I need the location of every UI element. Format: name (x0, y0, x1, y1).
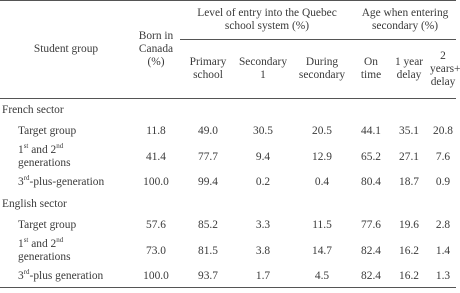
cell-one-year: 16.2 (399, 270, 419, 282)
cell-on-time: 44.1 (361, 125, 381, 137)
label-sup: rd (23, 174, 30, 183)
cell-two-years: 7.6 (435, 150, 451, 163)
cell-on-time: 77.6 (361, 219, 381, 231)
cell-on-time: 82.4 (361, 270, 381, 282)
row-label: Target group (18, 125, 77, 137)
header-one-year-delay: 1 year delay (394, 56, 424, 81)
cell-secondary1: 0.2 (255, 176, 271, 188)
label-part: -plus generation (29, 270, 104, 282)
cell-on-time: 80.4 (361, 176, 381, 188)
cell-secondary1: 3.8 (255, 244, 271, 257)
header-two-years-delay: 2 years+ delay (430, 49, 460, 88)
label-part: 1 (18, 238, 24, 250)
cell-during: 14.7 (312, 244, 332, 257)
label-part: and 2 (28, 238, 57, 250)
cell-one-year: 16.2 (399, 244, 419, 257)
cell-primary: 49.0 (198, 125, 218, 137)
cell-on-time: 65.2 (361, 150, 381, 163)
table-row (0, 172, 456, 193)
cell-primary: 99.4 (198, 176, 218, 188)
label-part: generations (18, 157, 71, 169)
cell-on-time: 82.4 (361, 244, 381, 257)
header-secondary-1: Secondary 1 (238, 56, 288, 81)
cell-during: 11.5 (312, 219, 332, 231)
header-student-group: Student group (33, 43, 99, 55)
table-row (0, 142, 456, 172)
sector-name: English sector (2, 197, 67, 210)
cell-two-years: 0.9 (435, 176, 451, 188)
sector-name: French sector (2, 103, 64, 116)
header-on-time: On time (360, 56, 382, 81)
cell-two-years: 1.4 (435, 244, 451, 257)
cell-born: 11.8 (146, 125, 166, 137)
header-born-in-canada: Born in Canada (%) (138, 30, 174, 68)
cell-one-year: 18.7 (399, 176, 419, 188)
label-sup: rd (23, 268, 30, 277)
label-part: -plus-generation (29, 176, 105, 188)
header-primary-school: Primary school (189, 56, 227, 81)
cell-during: 0.4 (314, 176, 330, 188)
label-part: and 2 (28, 144, 57, 156)
table-row (0, 266, 456, 288)
cell-during: 4.5 (314, 270, 330, 282)
table-row (0, 215, 456, 236)
cell-secondary1: 9.4 (255, 150, 271, 163)
cell-born: 100.0 (143, 176, 169, 188)
cell-born: 57.6 (146, 219, 166, 231)
cell-born: 73.0 (146, 244, 166, 257)
row-label (0, 142, 132, 172)
cell-secondary1: 3.3 (255, 219, 271, 231)
cell-primary: 81.5 (198, 244, 218, 257)
cell-one-year: 19.6 (399, 219, 419, 231)
label-part: 3 (18, 176, 24, 188)
cell-primary: 85.2 (198, 219, 218, 231)
cell-two-years: 1.3 (435, 270, 451, 282)
row-label (0, 266, 132, 288)
row-label (0, 172, 132, 193)
cell-two-years: 2.8 (435, 219, 451, 231)
cell-secondary1: 1.7 (255, 270, 271, 282)
sector-row (0, 99, 456, 122)
label-part: 1 (18, 144, 24, 156)
table-row (0, 236, 456, 266)
cell-during: 20.5 (312, 125, 332, 137)
cell-secondary1: 30.5 (253, 125, 273, 137)
label-part: 3 (18, 270, 24, 282)
cell-one-year: 27.1 (399, 150, 419, 163)
label-sup: nd (56, 142, 64, 151)
label-sup: nd (56, 236, 64, 245)
cell-born: 41.4 (146, 150, 166, 163)
header-during-secondary: During secondary (298, 56, 346, 81)
row-label: Target group (18, 219, 77, 231)
header-level-of-entry: Level of entry into the Quebec school system (%) (180, 1, 354, 40)
cell-primary: 77.7 (198, 150, 218, 163)
cell-two-years: 20.8 (433, 125, 453, 137)
cell-primary: 93.7 (198, 270, 218, 282)
cell-during: 12.9 (312, 150, 332, 163)
label-sup: st (23, 142, 29, 151)
label-sup: st (23, 236, 29, 245)
row-label (0, 236, 132, 266)
cell-one-year: 35.1 (399, 125, 419, 137)
table-row (0, 121, 456, 142)
cell-born: 100.0 (143, 270, 169, 282)
header-age-entering: Age when entering secondary (%) (354, 1, 456, 40)
sector-row (0, 193, 456, 215)
label-part: generations (18, 251, 71, 263)
